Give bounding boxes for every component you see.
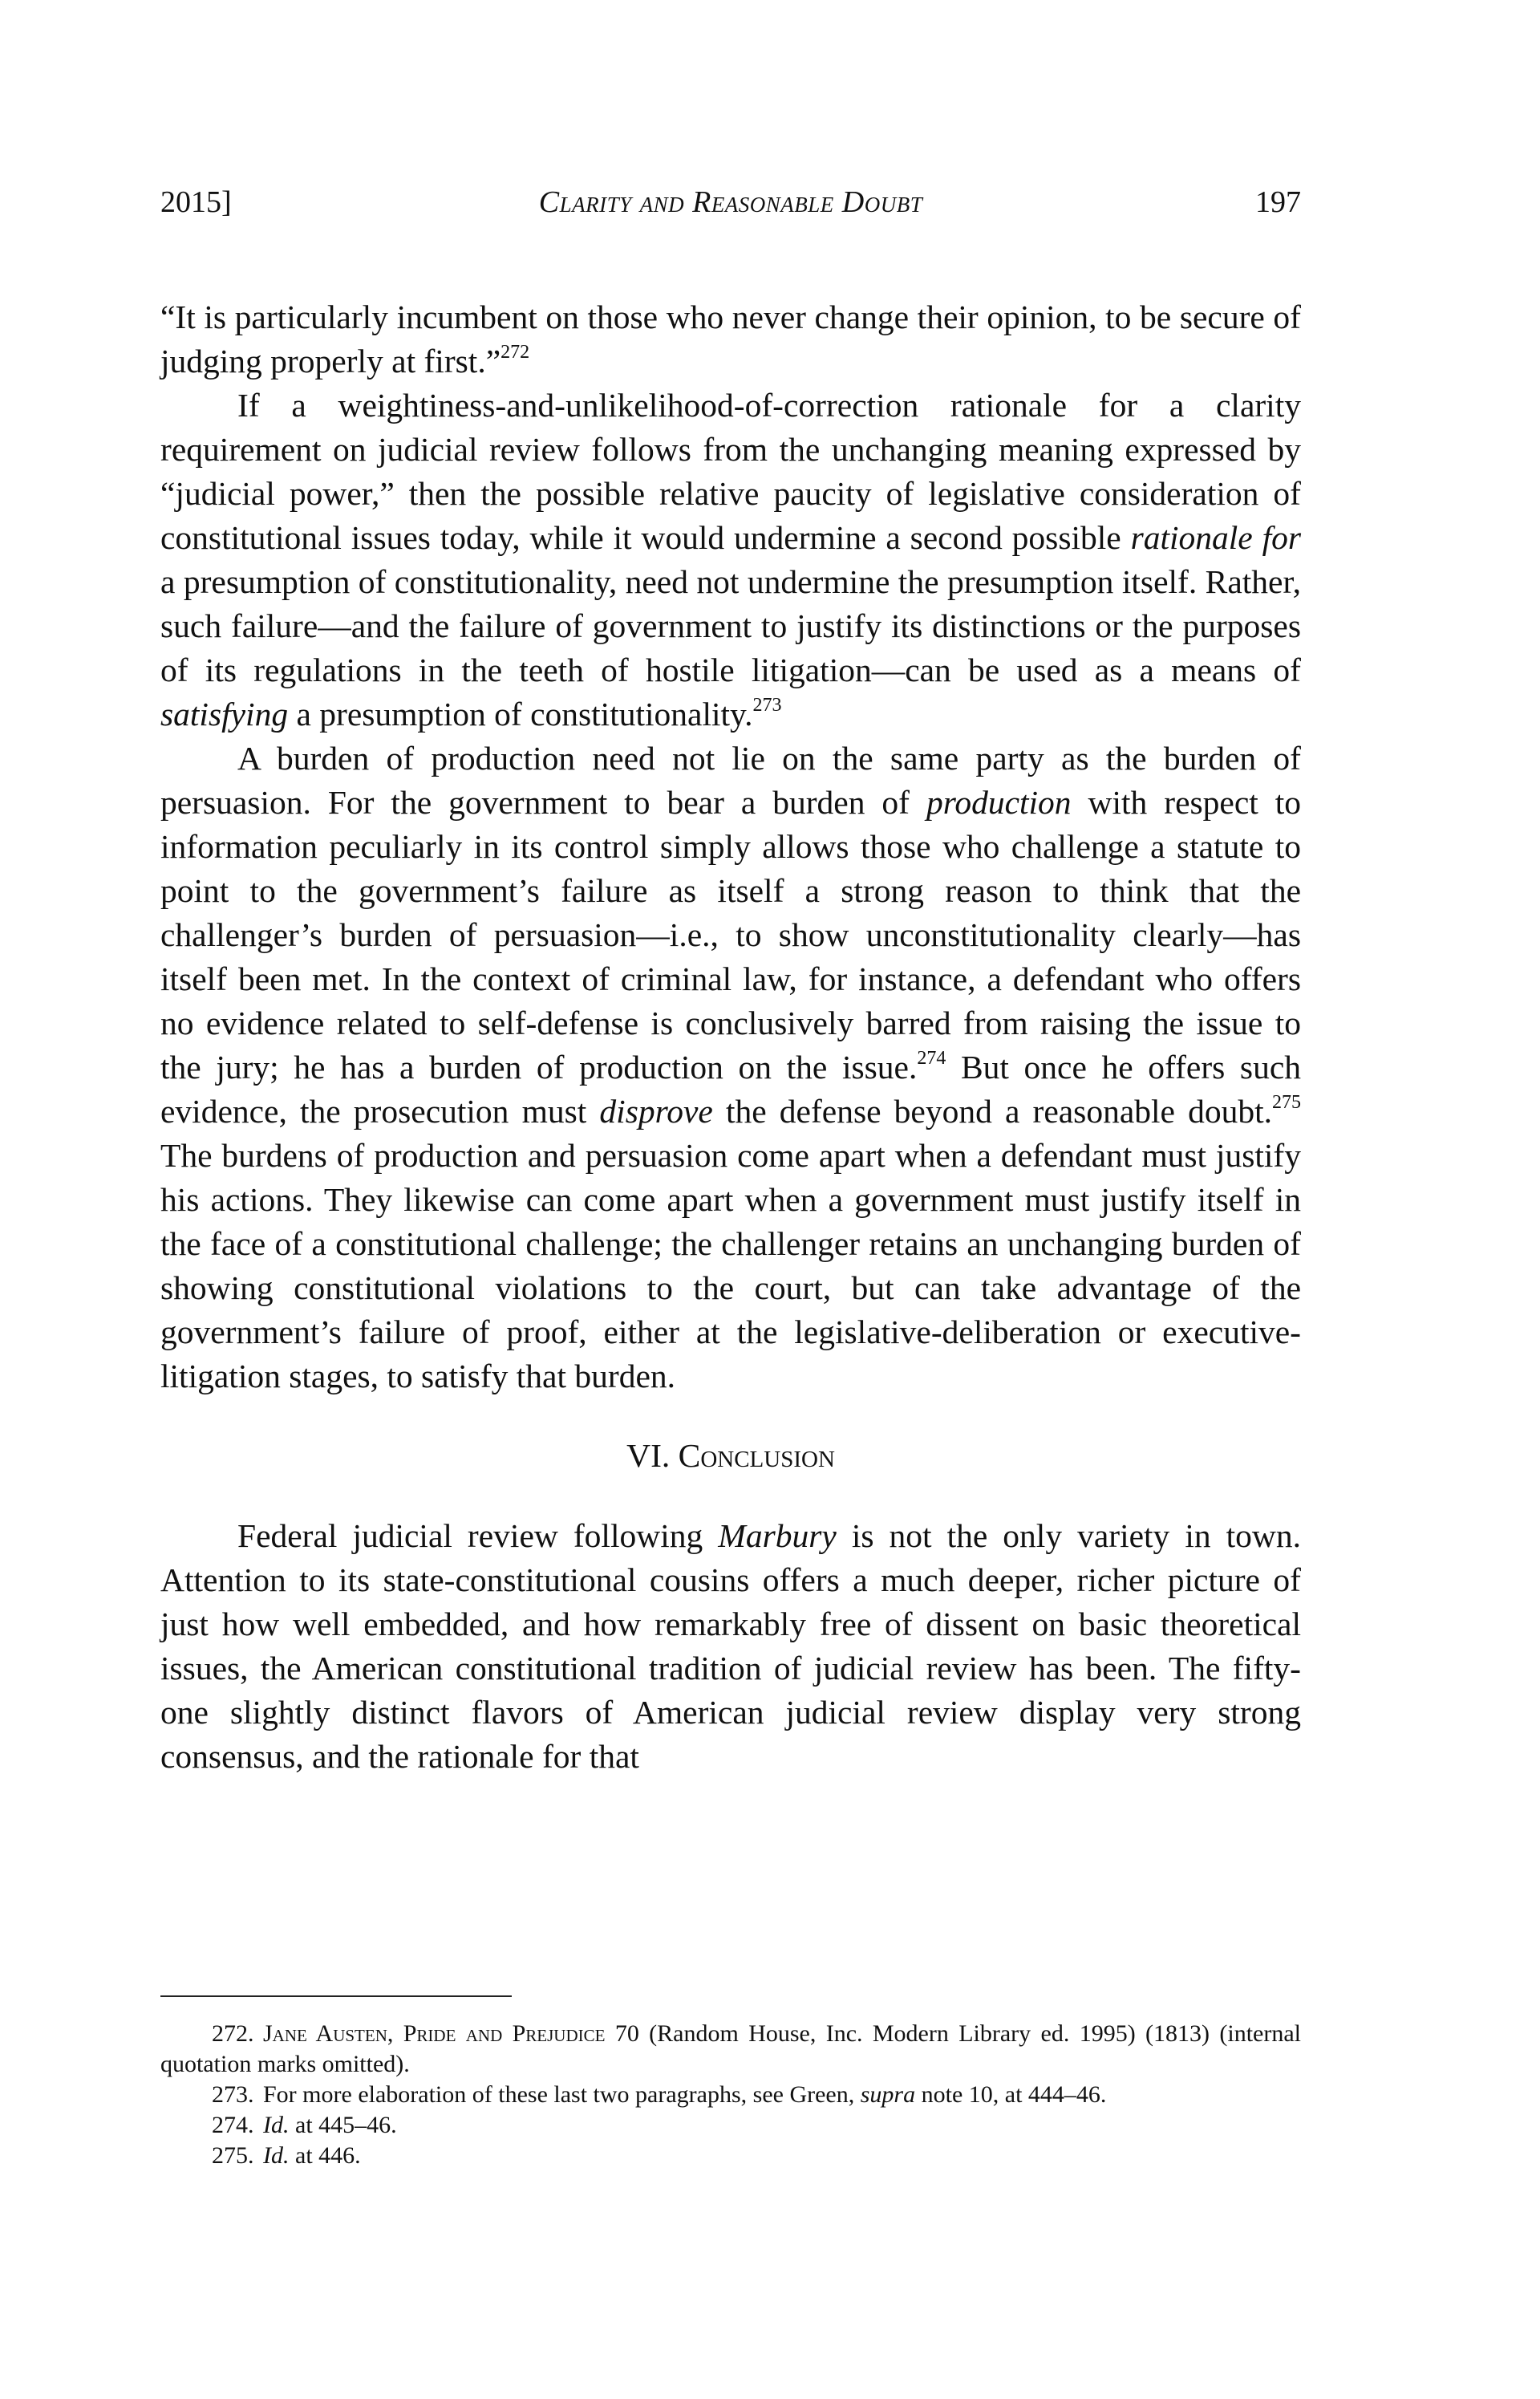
header-year: 2015] [160,185,232,219]
section-heading: VI. Conclusion [626,1437,835,1474]
footnote-273: 273. For more elaboration of these last two paragraphs, see Green, supra note 10, at 444–46. [212,2081,1107,2108]
header-title: Clarity and Reasonable Doubt [538,185,923,219]
paragraph-rationale: If a weightiness-and-unlikelihood-of-correction rationale for a clarity requirement on judicial review follows from the unchanging meaning expressed by “judicial power,” then the possible relative paucity of legislative consideration of constitutional issues today, while it would undermine a second possible rationale for a presumption of constitutionality, need not undermine the presumption itself. Rather, such failure—and the failure of government to justify its distinctions or the purposes of its regulations in the teeth of hostile litigation—can be used as a means of satisfying a presumption of constitutionality.$^{273}$ [160,387,1301,733]
footnotes [160,2019,1301,2171]
footnote-ref-274: 274 [917,1048,946,1069]
footnote-ref-272: 272 [500,342,530,363]
main-text [160,295,1301,1779]
running-header [160,178,1301,226]
footnote-274: 274. Id. at 445–46. [212,2112,397,2138]
paragraph-burden: A burden of production need not lie on the same party as the burden of persuasion. For the government to bear a burden of production with respect to information peculiarly in its control simply allows those who challenge a statute to point to the government’s failure as itself a strong reason to think that the challenger’s burden of persuasion—i.e., to show unconstitutionality clearly—has itself been met. In the context of criminal law, for instance, a defendant who offers no evidence related to self-defense is conclusively barred from raising the issue to the jury; he has a burden of production on the issue.$^{274}$ But once he offers such evidence, the prosecution must disprove the defense beyond a reasonable doubt.$^{275}$ The burdens of production and persuasion come apart when a defendant must justify his actions. They likewise can come apart when a government must justify itself in the face of a constitutional challenge; the challenger retains an unchanging burden of showing constitutional violations to the court, but can take advantage of the government’s failure of proof, either at the legislative-deliberation or executive-litigation stages, to satisfy that burden. [160,740,1301,1394]
page-number: 197 [1255,185,1301,219]
footnote-275: 275. Id. at 446. [212,2142,361,2169]
paragraph-quote: “It is particularly incumbent on those who never change their opinion, to be secure of judging properly at first.”$^{272}$ [160,298,1301,380]
footnote-divider [160,1995,512,1997]
footnote-ref-273: 273 [752,695,782,716]
footnote-ref-275: 275 [1272,1092,1301,1113]
footnote-272: 272. Jane Austen, Pride and Prejudice 70 (Random House, Inc. Modern Library ed. 1995) (1813) (internal quotation marks omitted). [160,2020,1301,2077]
paragraph-conclusion: Federal judicial review following Marbury is not the only variety in town. Attention to its state-constitutional cousins offers a much deeper, richer picture of just how well embedded, and how remarkably free of dissent on basic theoretical issues, the American constitutional tradition of judicial review has been. The fifty-one slightly distinct flavors of American judicial review display very strong consensus, and the rationale for that [160,1517,1301,1775]
